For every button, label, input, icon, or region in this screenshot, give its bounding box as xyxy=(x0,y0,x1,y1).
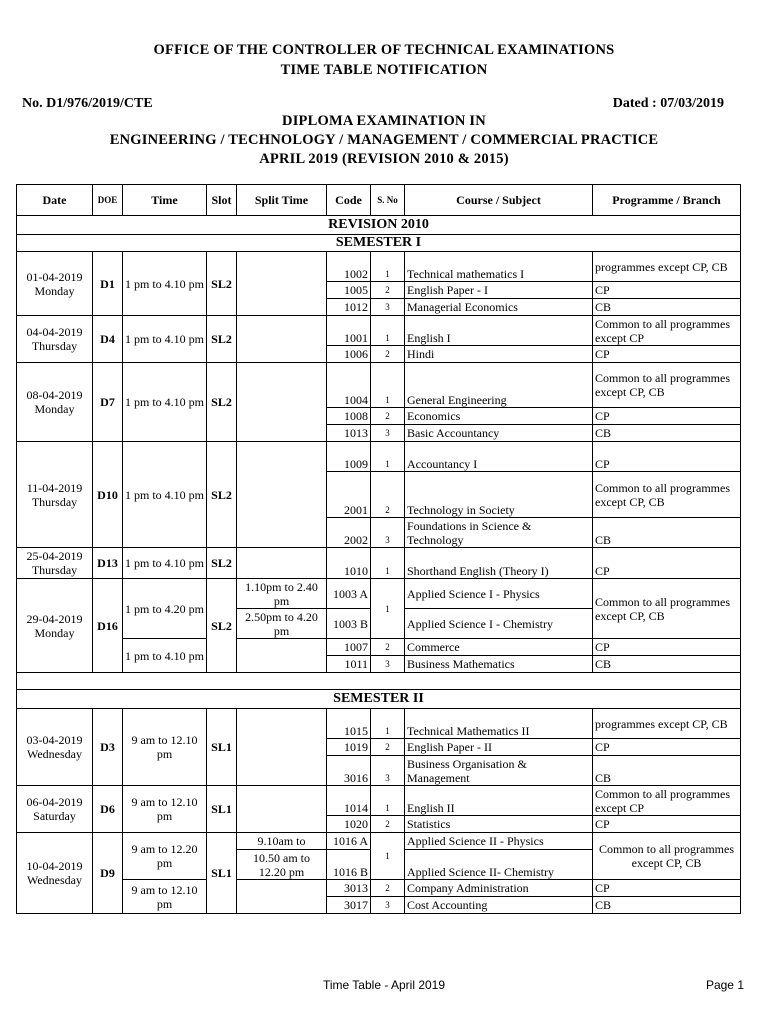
exam-time: 9 am to 12.10 pm xyxy=(123,880,207,914)
serial-number: 2 xyxy=(371,472,405,518)
course-code: 1009 xyxy=(327,442,371,472)
exam-time: 1 pm to 4.10 pm xyxy=(123,316,207,363)
col-sno: S. No xyxy=(371,185,405,216)
course-code: 1005 xyxy=(327,282,371,299)
programme: Common to all programmes except CP xyxy=(593,786,741,816)
split-time xyxy=(237,252,327,316)
exam-date: 03-04-2019 Wednesday xyxy=(17,709,93,786)
course-code: 1002 xyxy=(327,252,371,282)
course-name: English Paper - I xyxy=(405,282,593,299)
course-code: 1003 B xyxy=(327,609,371,639)
course-code: 1011 xyxy=(327,656,371,673)
course-name: Economics xyxy=(405,408,593,425)
doe: D13 xyxy=(93,548,123,579)
serial-number: 3 xyxy=(371,656,405,673)
course-code: 1010 xyxy=(327,548,371,579)
office-title: OFFICE OF THE CONTROLLER OF TECHNICAL EXAMINATIONS xyxy=(153,42,615,58)
course-code: 1016 A xyxy=(327,833,371,850)
split-time: 2.50pm to 4.20 pm xyxy=(237,609,327,639)
programme: programmes except CP, CB xyxy=(593,252,741,282)
programme: CP xyxy=(593,639,741,656)
slot: SL1 xyxy=(207,786,237,833)
exam-time: 1 pm to 4.10 pm xyxy=(123,639,207,673)
serial-number: 1 xyxy=(371,363,405,408)
slot: SL2 xyxy=(207,579,237,673)
exam-time: 1 pm to 4.10 pm xyxy=(123,252,207,316)
course-code: 1020 xyxy=(327,816,371,833)
exam-date: 01-04-2019 Monday xyxy=(17,252,93,316)
course-name: General Engineering xyxy=(405,363,593,408)
course-name: English I xyxy=(405,316,593,346)
col-course: Course / Subject xyxy=(405,185,593,216)
split-time: 1.10pm to 2.40 pm xyxy=(237,579,327,609)
serial-number: 2 xyxy=(371,346,405,363)
exam-date: 25-04-2019 Thursday xyxy=(17,548,93,579)
exam-time: 9 am to 12.20 pm xyxy=(123,833,207,880)
table-row xyxy=(17,316,741,346)
slot: SL2 xyxy=(207,363,237,442)
programme: programmes except CP, CB xyxy=(593,709,741,739)
doe: D1 xyxy=(93,252,123,316)
exam-session: APRIL 2019 (REVISION 2010 & 2015) xyxy=(259,151,509,167)
slot: SL2 xyxy=(207,442,237,548)
serial-number: 1 xyxy=(371,442,405,472)
doe: D16 xyxy=(93,579,123,673)
programme: Common to all programmes except CP, CB xyxy=(593,363,741,408)
course-name: Business Organisation & Management xyxy=(405,756,593,786)
course-name: English Paper - II xyxy=(405,739,593,756)
col-doe: DOE xyxy=(93,185,123,216)
course-name: Managerial Economics xyxy=(405,299,593,316)
date-issued: Dated : 07/03/2019 xyxy=(612,96,724,111)
slot: SL2 xyxy=(207,316,237,363)
programme: CP xyxy=(593,880,741,897)
slot: SL2 xyxy=(207,252,237,316)
programme: CP xyxy=(593,442,741,472)
doe: D3 xyxy=(93,709,123,786)
table-row xyxy=(17,442,741,472)
doe: D9 xyxy=(93,833,123,914)
footer-title: Time Table - April 2019 xyxy=(322,978,446,992)
timetable xyxy=(16,184,741,914)
slot: SL2 xyxy=(207,548,237,579)
exam-date: 06-04-2019 Saturday xyxy=(17,786,93,833)
table-row xyxy=(17,880,741,897)
programme: CB xyxy=(593,897,741,914)
programme: CB xyxy=(593,656,741,673)
serial-number: 1 xyxy=(371,252,405,282)
serial-number: 1 xyxy=(371,709,405,739)
course-code: 1019 xyxy=(327,739,371,756)
doe: D4 xyxy=(93,316,123,363)
programme: CP xyxy=(593,739,741,756)
course-code: 1012 xyxy=(327,299,371,316)
programme: Common to all programmes except CP, CB xyxy=(593,833,741,880)
course-code: 1013 xyxy=(327,425,371,442)
programme: Common to all programmes except CP xyxy=(593,316,741,346)
exam-time: 9 am to 12.10 pm xyxy=(123,709,207,786)
course-name: English II xyxy=(405,786,593,816)
course-name: Technical mathematics I xyxy=(405,252,593,282)
col-slot: Slot xyxy=(207,185,237,216)
col-split-time: Split Time xyxy=(237,185,327,216)
table-row xyxy=(17,709,741,739)
serial-number: 2 xyxy=(371,816,405,833)
split-time xyxy=(237,548,327,579)
serial-number: 2 xyxy=(371,282,405,299)
doe: D7 xyxy=(93,363,123,442)
exam-title: DIPLOMA EXAMINATION IN xyxy=(282,113,486,129)
course-name: Technical Mathematics II xyxy=(405,709,593,739)
table-row xyxy=(17,639,741,656)
split-time: 9.10am to xyxy=(237,833,327,850)
serial-number: 2 xyxy=(371,408,405,425)
split-time xyxy=(237,639,327,673)
serial-number: 1 xyxy=(371,548,405,579)
split-time xyxy=(237,709,327,786)
spacer-row xyxy=(17,673,741,690)
course-code: 2002 xyxy=(327,518,371,548)
serial-number: 3 xyxy=(371,897,405,914)
doe: D10 xyxy=(93,442,123,548)
exam-time: 1 pm to 4.10 pm xyxy=(123,442,207,548)
revision-title: REVISION 2010 xyxy=(17,216,741,235)
course-code: 1003 A xyxy=(327,579,371,609)
serial-number: 1 xyxy=(371,833,405,880)
notification-title: TIME TABLE NOTIFICATION xyxy=(280,62,488,78)
serial-number: 2 xyxy=(371,880,405,897)
course-code: 3013 xyxy=(327,880,371,897)
exam-time: 9 am to 12.10 pm xyxy=(123,786,207,833)
programme: CB xyxy=(593,518,741,548)
course-name: Hindi xyxy=(405,346,593,363)
col-programme: Programme / Branch xyxy=(593,185,741,216)
programme: CB xyxy=(593,425,741,442)
course-code: 3016 xyxy=(327,756,371,786)
course-code: 2001 xyxy=(327,472,371,518)
programme: CP xyxy=(593,408,741,425)
course-name: Accountancy I xyxy=(405,442,593,472)
table-row xyxy=(17,833,741,850)
split-time xyxy=(237,880,327,914)
serial-number: 1 xyxy=(371,579,405,639)
table-row xyxy=(17,579,741,609)
course-name: Statistics xyxy=(405,816,593,833)
course-name: Commerce xyxy=(405,639,593,656)
course-code: 1016 B xyxy=(327,850,371,880)
course-code: 1015 xyxy=(327,709,371,739)
programme: CP xyxy=(593,816,741,833)
exam-streams: ENGINEERING / TECHNOLOGY / MANAGEMENT / COMMERCIAL PRACTICE xyxy=(109,132,659,148)
exam-date: 29-04-2019 Monday xyxy=(17,579,93,673)
split-time xyxy=(237,786,327,833)
semester-1-title: SEMESTER I xyxy=(17,235,741,252)
course-name: Foundations in Science & Technology xyxy=(405,518,593,548)
course-code: 1004 xyxy=(327,363,371,408)
course-name: Cost Accounting xyxy=(405,897,593,914)
course-name: Applied Science I - Chemistry xyxy=(405,609,593,639)
col-date: Date xyxy=(17,185,93,216)
exam-time: 1 pm to 4.10 pm xyxy=(123,363,207,442)
serial-number: 3 xyxy=(371,299,405,316)
serial-number: 3 xyxy=(371,756,405,786)
course-name: Basic Accountancy xyxy=(405,425,593,442)
table-row xyxy=(17,252,741,282)
course-name: Shorthand English (Theory I) xyxy=(405,548,593,579)
exam-date: 11-04-2019 Thursday xyxy=(17,442,93,548)
course-name: Technology in Society xyxy=(405,472,593,518)
col-time: Time xyxy=(123,185,207,216)
course-name: Applied Science II- Chemistry xyxy=(405,850,593,880)
course-code: 1014 xyxy=(327,786,371,816)
doe: D6 xyxy=(93,786,123,833)
table-row xyxy=(17,548,741,579)
serial-number: 3 xyxy=(371,518,405,548)
exam-date: 10-04-2019 Wednesday xyxy=(17,833,93,914)
split-time xyxy=(237,442,327,548)
programme: Common to all programmes except CP, CB xyxy=(593,472,741,518)
course-code: 1008 xyxy=(327,408,371,425)
programme: CP xyxy=(593,346,741,363)
page-number: Page 1 xyxy=(705,978,744,992)
split-time: 10.50 am to 12.20 pm xyxy=(237,850,327,880)
exam-time: 1 pm to 4.20 pm xyxy=(123,579,207,639)
table-row xyxy=(17,786,741,816)
table-row xyxy=(17,363,741,408)
programme: CP xyxy=(593,282,741,299)
serial-number: 2 xyxy=(371,639,405,656)
programme: CP xyxy=(593,548,741,579)
reference-number: No. D1/976/2019/CTE xyxy=(22,96,153,111)
serial-number: 1 xyxy=(371,316,405,346)
programme: CB xyxy=(593,756,741,786)
serial-number: 3 xyxy=(371,425,405,442)
serial-number: 1 xyxy=(371,786,405,816)
course-name: Company Administration xyxy=(405,880,593,897)
programme: CB xyxy=(593,299,741,316)
exam-date: 08-04-2019 Monday xyxy=(17,363,93,442)
col-code: Code xyxy=(327,185,371,216)
programme: Common to all programmes except CP, CB xyxy=(593,579,741,639)
course-code: 1007 xyxy=(327,639,371,656)
slot: SL1 xyxy=(207,709,237,786)
split-time xyxy=(237,363,327,442)
semester-2-title: SEMESTER II xyxy=(17,690,741,709)
course-name: Applied Science II - Physics xyxy=(405,833,593,850)
exam-date: 04-04-2019 Thursday xyxy=(17,316,93,363)
split-time xyxy=(237,316,327,363)
header-row xyxy=(17,185,741,216)
serial-number: 2 xyxy=(371,739,405,756)
exam-time: 1 pm to 4.10 pm xyxy=(123,548,207,579)
course-code: 1001 xyxy=(327,316,371,346)
course-name: Business Mathematics xyxy=(405,656,593,673)
course-code: 3017 xyxy=(327,897,371,914)
slot: SL1 xyxy=(207,833,237,914)
course-name: Applied Science I - Physics xyxy=(405,579,593,609)
course-code: 1006 xyxy=(327,346,371,363)
